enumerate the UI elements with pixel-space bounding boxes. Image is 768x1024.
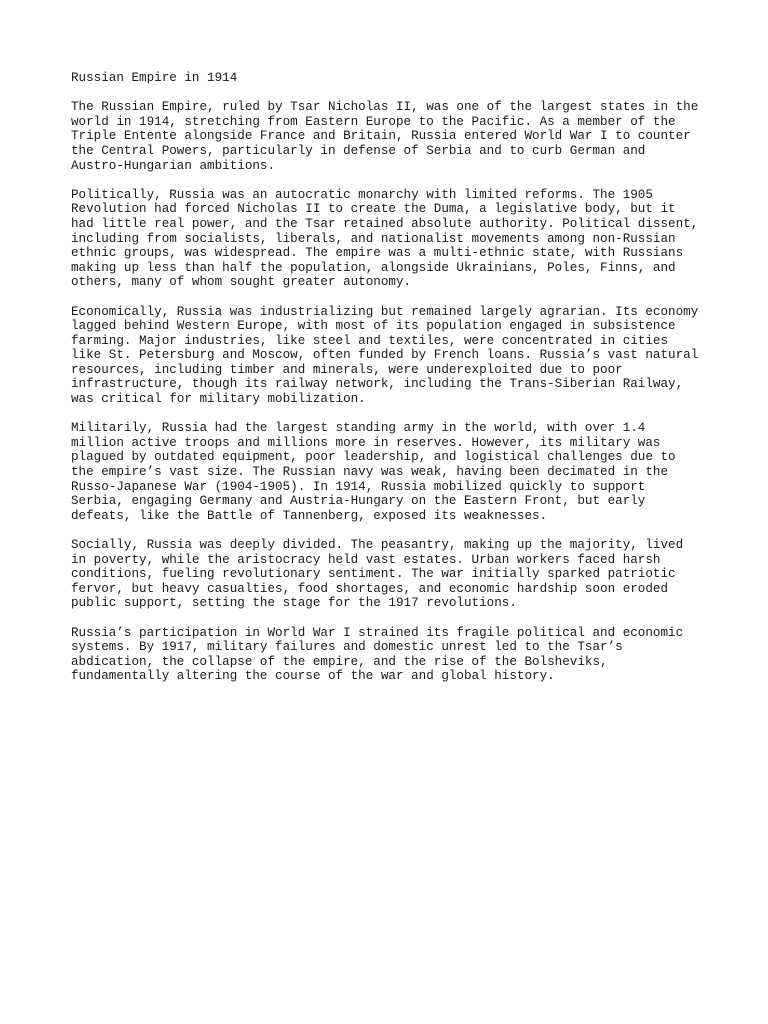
text-line: fervor, but heavy casualties, food shortages, and economic hardship soon eroded bbox=[71, 581, 669, 596]
text-line: Socially, Russia was deeply divided. The peasantry, making up the majority, lived bbox=[71, 538, 684, 552]
text-line: world in 1914, stretching from Eastern Europe to the Pacific. As a member of the bbox=[71, 114, 676, 129]
paragraph-4 bbox=[71, 421, 711, 523]
text-line: ethnic groups, was widespread. The empire was a multi-ethnic state, with Russians bbox=[71, 246, 684, 261]
text-line: Russo-Japanese War (1904-1905). In 1914, Russia mobilized quickly to support bbox=[71, 479, 646, 494]
text-line: million active troops and millions more in reserves. However, its military was bbox=[71, 435, 661, 450]
paragraph-5 bbox=[71, 538, 711, 611]
text-line: was critical for military mobilization. bbox=[71, 392, 366, 407]
text-line: others, many of whom sought greater autonomy. bbox=[71, 275, 412, 290]
paragraph-3 bbox=[71, 305, 711, 407]
text-line: public support, setting the stage for the 1917 revolutions. bbox=[71, 596, 517, 611]
document-title: Russian Empire in 1914 bbox=[71, 71, 238, 85]
text-line: Austro-Hungarian ambitions. bbox=[71, 158, 276, 173]
text-line: Militarily, Russia had the largest standing army in the world, with over 1.4 bbox=[71, 421, 646, 436]
document-body bbox=[71, 71, 711, 699]
text-line: Economically, Russia was industrializing but remained largely agrarian. Its economy bbox=[71, 304, 699, 319]
paragraph-6 bbox=[71, 626, 711, 684]
text-line: defeats, like the Battle of Tannenberg, exposed its weaknesses. bbox=[71, 508, 548, 523]
text-line: Russia’s participation in World War I strained its fragile political and economic bbox=[71, 625, 684, 640]
text-line: Serbia, engaging Germany and Austria-Hungary on the Eastern Front, but early bbox=[71, 494, 646, 509]
text-line: making up less than half the population, alongside Ukrainians, Poles, Finns, and bbox=[71, 260, 676, 275]
text-line: including from socialists, liberals, and nationalist movements among non-Russian bbox=[71, 231, 676, 246]
text-line: had little real power, and the Tsar retained absolute authority. Political dissent, bbox=[71, 216, 699, 231]
text-line: in poverty, while the aristocracy held vast estates. Urban workers faced harsh bbox=[71, 552, 661, 567]
paragraph-1 bbox=[71, 100, 711, 173]
text-line: systems. By 1917, military failures and domestic unrest led to the Tsar’s bbox=[71, 640, 623, 655]
text-line: fundamentally altering the course of the war and global history. bbox=[71, 669, 555, 684]
paragraph-2 bbox=[71, 188, 711, 290]
text-line: resources, including timber and minerals, were underexploited due to poor bbox=[71, 362, 623, 377]
text-line: the Central Powers, particularly in defense of Serbia and to curb German and bbox=[71, 143, 646, 158]
text-line: like St. Petersburg and Moscow, often funded by French loans. Russia’s vast natural bbox=[71, 348, 699, 363]
text-line: conditions, fueling revolutionary sentiment. The war initially sparked patriotic bbox=[71, 567, 676, 582]
text-line: Revolution had forced Nicholas II to create the Duma, a legislative body, but it bbox=[71, 202, 676, 217]
text-line: the empire’s vast size. The Russian navy was weak, having been decimated in the bbox=[71, 465, 669, 480]
text-line: infrastructure, though its railway network, including the Trans-Siberian Railway, bbox=[71, 377, 684, 392]
text-line: lagged behind Western Europe, with most of its population engaged in subsistence bbox=[71, 319, 676, 334]
text-line: Politically, Russia was an autocratic monarchy with limited reforms. The 1905 bbox=[71, 187, 653, 202]
text-line: abdication, the collapse of the empire, and the rise of the Bolsheviks, bbox=[71, 654, 608, 669]
text-line: The Russian Empire, ruled by Tsar Nicholas II, was one of the largest states in the bbox=[71, 100, 699, 115]
text-line: plagued by outdated equipment, poor leadership, and logistical challenges due to bbox=[71, 450, 676, 465]
text-line: farming. Major industries, like steel and textiles, were concentrated in cities bbox=[71, 333, 669, 348]
text-line: Triple Entente alongside France and Britain, Russia entered World War I to counter bbox=[71, 129, 691, 144]
